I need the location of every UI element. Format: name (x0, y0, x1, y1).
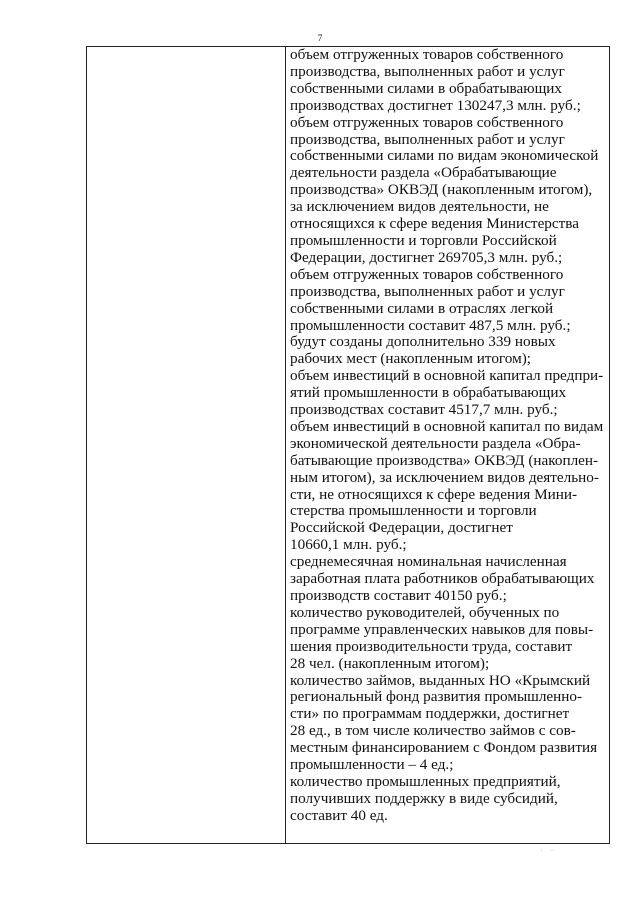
text-line: региональный фонд развития промышленно- (290, 688, 583, 706)
target-lines-list (290, 47, 605, 825)
text-line: количество руководителей, обученных по (290, 603, 560, 621)
text-line: экономической деятельности раздела «Обра- (290, 434, 581, 452)
text-line: производства» ОКВЭД (накопленным итогом), (290, 181, 593, 199)
text-line: Российской Федерации, достигнет (290, 519, 513, 537)
goals-table (86, 46, 610, 844)
text-line: составит 40 ед. (290, 806, 388, 824)
text-line: ным итогом), за исключением видов деятельно- (290, 468, 599, 486)
text-line: объем отгруженных товаров собственного (290, 46, 564, 63)
text-line: 10660,1 млн. руб.; (290, 536, 407, 554)
text-line: стерства промышленности и торговли (290, 502, 537, 520)
text-line: за исключением видов деятельности, не (290, 198, 549, 216)
text-line: Федерации, достигнет 269705,3 млн. руб.; (290, 248, 563, 266)
text-line: промышленности составит 487,5 млн. руб.; (290, 316, 571, 334)
text-line: батывающие производства» ОКВЭД (накоплен- (290, 451, 599, 469)
text-line: будут созданы дополнительно 339 новых (290, 333, 556, 351)
text-line: производства, выполненных работ и услуг (290, 62, 565, 80)
text-line: сти» по программам поддержки, достигнет (290, 705, 570, 723)
text-line: получивших поддержку в виде субсидий, (290, 789, 558, 807)
text-line: объем инвестиций в основной капитал предпри- (290, 367, 604, 385)
text-line: объем инвестиций в основной капитал по видам (290, 417, 604, 435)
text-line: производства, выполненных работ и услуг (290, 282, 565, 300)
text-line: собственными силами по видам экономической (290, 147, 599, 165)
text-line: деятельности раздела «Обрабатывающие (290, 164, 557, 182)
text-line: рабочих мест (накопленным итогом); (290, 350, 531, 368)
table-cell-left-empty (87, 47, 286, 844)
text-line: заработная плата работников обрабатывающих (290, 570, 595, 588)
text-line: сти, не относящихся к сфере ведения Мини- (290, 485, 578, 503)
text-line: производства, выполненных работ и услуг (290, 130, 565, 148)
text-line: 28 чел. (накопленным итогом); (290, 654, 490, 672)
text-line: объем отгруженных товаров собственного (290, 265, 564, 283)
page-number: 7 (317, 33, 323, 43)
text-line: промышленности – 4 ед.; (290, 756, 454, 774)
scan-specks: · · (540, 846, 557, 855)
table-row (87, 47, 610, 844)
table-cell-targets (286, 47, 610, 844)
text-line: среднемесячная номинальная начисленная (290, 553, 567, 571)
text-line: 28 ед., в том числе количество займов с сов- (290, 722, 576, 740)
text-line: программе управленческих навыков для повы- (290, 620, 594, 638)
text-line: производств составит 40150 руб.; (290, 587, 507, 604)
text-line: количество займов, выданных НО «Крымский (290, 671, 591, 689)
text-line: собственными силами в обрабатывающих (290, 79, 562, 97)
text-line: собственными силами в отраслях легкой (290, 299, 554, 317)
text-line: производствах достигнет 130247,3 млн. руб.; (290, 96, 581, 114)
text-line: производствах составит 4517,7 млн. руб.; (290, 401, 558, 419)
text-line: объем отгруженных товаров собственного (290, 113, 564, 131)
text-line: местным финансированием с Фондом развития (290, 739, 598, 757)
text-line: количество промышленных предприятий, (290, 772, 561, 790)
text-line: шения производительности труда, составит (290, 637, 573, 655)
text-line: ятий промышленности в обрабатывающих (290, 384, 567, 402)
text-line: промышленности и торговли Российской (290, 231, 557, 249)
text-line: относящихся к сфере ведения Министерства (290, 215, 579, 233)
